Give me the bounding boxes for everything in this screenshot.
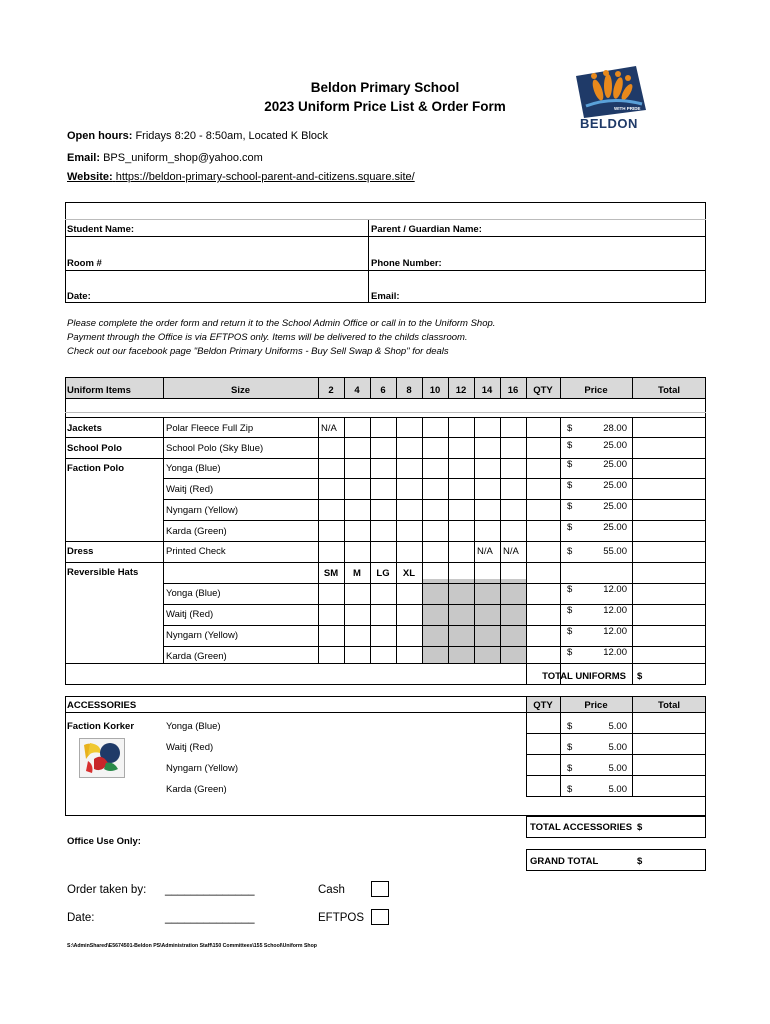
currency: $ <box>567 480 573 491</box>
instruction-1: Please complete the order form and return it to the School Admin Office or call in to the Uniform Shop. <box>67 318 496 329</box>
size-polar-fleece: Polar Fleece Full Zip <box>166 423 254 434</box>
price-korker-karda: 5.00 <box>608 784 627 795</box>
col-size-10: 10 <box>429 385 441 396</box>
website-info <box>67 171 415 183</box>
currency: $ <box>567 584 573 595</box>
total-accessories-value[interactable]: $ <box>637 822 643 833</box>
accessories-title: ACCESSORIES <box>67 700 137 711</box>
date-label[interactable]: Date: <box>67 291 91 302</box>
size-karda-hat: Karda (Green) <box>166 651 227 662</box>
grand-total-label: GRAND TOTAL <box>530 856 599 867</box>
col-size: Size <box>230 385 250 396</box>
email-info <box>67 152 263 164</box>
student-details-box <box>65 202 706 303</box>
size-yonga-hat: Yonga (Blue) <box>166 588 221 599</box>
size-yonga-polo: Yonga (Blue) <box>166 463 221 474</box>
currency: $ <box>567 742 573 753</box>
size-nyngarn-polo: Nyngarn (Yellow) <box>166 505 238 516</box>
col-size-14: 14 <box>481 385 493 396</box>
item-faction-polo: Faction Polo <box>67 463 124 474</box>
logo-tagline: WITH PRIDE <box>614 106 641 111</box>
school-title: Beldon Primary School <box>310 80 460 95</box>
currency: $ <box>567 423 573 434</box>
instruction-3: Check out our facebook page "Beldon Primary Uniforms - Buy Sell Swap & Shop" for deals <box>67 346 449 357</box>
size-nyngarn-hat: Nyngarn (Yellow) <box>166 630 238 641</box>
price-jacket: 28.00 <box>603 423 627 434</box>
item-dress: Dress <box>67 546 94 557</box>
item-school-polo: School Polo <box>67 443 122 454</box>
col-size-2: 2 <box>328 385 334 396</box>
price-waitj-hat: 12.00 <box>603 605 627 616</box>
hat-size-lg: LG <box>376 568 390 579</box>
col-size-8: 8 <box>406 385 412 396</box>
price-nyngarn-hat: 12.00 <box>603 626 627 637</box>
item-reversible-hats: Reversible Hats <box>67 567 139 578</box>
korker-waitj: Waitj (Red) <box>166 742 214 753</box>
office-use-label: Office Use Only: <box>67 836 141 847</box>
footer-path: S:\AdminShared\E5674501-Beldon PS\Administration Staff\150 Committees\155 School\Uniform Shop <box>67 943 317 949</box>
parent-name-label[interactable]: Parent / Guardian Name: <box>371 224 482 235</box>
student-name-label[interactable]: Student Name: <box>67 224 135 235</box>
size-school-polo: School Polo (Sky Blue) <box>166 443 264 454</box>
accessories-table <box>65 696 706 816</box>
size-printed-check: Printed Check <box>166 546 226 557</box>
col-total: Total <box>658 385 680 396</box>
order-taken-blank[interactable]: ______________ <box>165 884 255 896</box>
email-value[interactable]: BPS_uniform_shop@yahoo.com <box>103 152 263 164</box>
korker-karda: Karda (Green) <box>166 784 227 795</box>
office-date-label: Date: <box>67 912 95 924</box>
hat-size-xl: XL <box>402 568 416 579</box>
size-waitj-polo: Waitj (Red) <box>166 484 214 495</box>
col-qty: QTY <box>533 385 553 396</box>
currency: $ <box>567 721 573 732</box>
currency: $ <box>567 626 573 637</box>
size-karda-polo: Karda (Green) <box>166 526 227 537</box>
price-karda-hat: 12.00 <box>603 647 627 658</box>
phone-label[interactable]: Phone Number: <box>371 258 442 269</box>
price-nyngarn-polo: 25.00 <box>603 501 627 512</box>
open-hours-label: Open hours: <box>67 130 133 142</box>
email-field-label[interactable]: Email: <box>371 291 400 302</box>
price-school-polo: 25.00 <box>603 440 627 451</box>
na-note: N/A <box>477 546 493 557</box>
currency: $ <box>567 763 573 774</box>
office-date-blank[interactable]: ______________ <box>165 912 255 924</box>
korker-nyngarn: Nyngarn (Yellow) <box>166 763 238 774</box>
open-hours-value: Fridays 8:20 - 8:50am, Located K Block <box>135 130 329 142</box>
price-korker-yonga: 5.00 <box>608 721 627 732</box>
currency: $ <box>567 501 573 512</box>
form-title: 2023 Uniform Price List & Order Form <box>264 99 506 114</box>
grand-total-value[interactable]: $ <box>637 856 643 867</box>
order-taken-label: Order taken by: <box>67 884 147 896</box>
logo-text: BELDON <box>580 116 638 131</box>
korker-image <box>79 738 125 778</box>
currency: $ <box>567 440 573 451</box>
price-karda-polo: 25.00 <box>603 522 627 533</box>
currency: $ <box>567 784 573 795</box>
col-size-12: 12 <box>455 385 467 396</box>
na-note: N/A <box>503 546 519 557</box>
price-yonga-hat: 12.00 <box>603 584 627 595</box>
room-label[interactable]: Room # <box>67 258 102 269</box>
acc-col-total: Total <box>658 700 680 711</box>
total-uniforms-value[interactable]: $ <box>637 671 643 682</box>
open-hours <box>67 130 328 142</box>
col-size-6: 6 <box>380 385 386 396</box>
beldon-logo <box>572 66 652 132</box>
price-korker-waitj: 5.00 <box>608 742 627 753</box>
currency: $ <box>567 647 573 658</box>
currency: $ <box>567 605 573 616</box>
col-size-16: 16 <box>507 385 519 396</box>
size-waitj-hat: Waitj (Red) <box>166 609 214 620</box>
hat-size-sm: SM <box>323 568 339 579</box>
price-yonga-polo: 25.00 <box>603 459 627 470</box>
item-jackets: Jackets <box>67 423 102 434</box>
website-link[interactable]: https://beldon-primary-school-parent-and-citizens.square.site/ <box>115 171 415 183</box>
col-uniform-items: Uniform Items <box>67 385 131 396</box>
hat-size-m: M <box>353 568 361 579</box>
instruction-2: Payment through the Office is via EFTPOS only. Items will be delivered to the childs classroom. <box>67 332 468 343</box>
total-uniforms-label: TOTAL UNIFORMS <box>542 671 626 682</box>
price-waitj-polo: 25.00 <box>603 480 627 491</box>
acc-col-price: Price <box>584 700 608 711</box>
col-size-4: 4 <box>354 385 360 396</box>
eftpos-label: EFTPOS <box>318 912 365 924</box>
currency: $ <box>567 522 573 533</box>
price-dress: 55.00 <box>603 546 627 557</box>
cash-label: Cash <box>318 884 345 896</box>
currency: $ <box>567 459 573 470</box>
na-note: N/A <box>321 423 337 434</box>
total-accessories-label: TOTAL ACCESSORIES <box>530 822 633 833</box>
eftpos-checkbox[interactable] <box>371 909 389 925</box>
price-korker-nyngarn: 5.00 <box>608 763 627 774</box>
cash-checkbox[interactable] <box>371 881 389 897</box>
currency: $ <box>567 546 573 557</box>
website-label: Website: <box>67 171 113 183</box>
email-label: Email: <box>67 152 101 164</box>
acc-col-qty: QTY <box>533 700 553 711</box>
korker-yonga: Yonga (Blue) <box>166 721 221 732</box>
col-price: Price <box>584 385 608 396</box>
item-faction-korker: Faction Korker <box>67 721 135 732</box>
